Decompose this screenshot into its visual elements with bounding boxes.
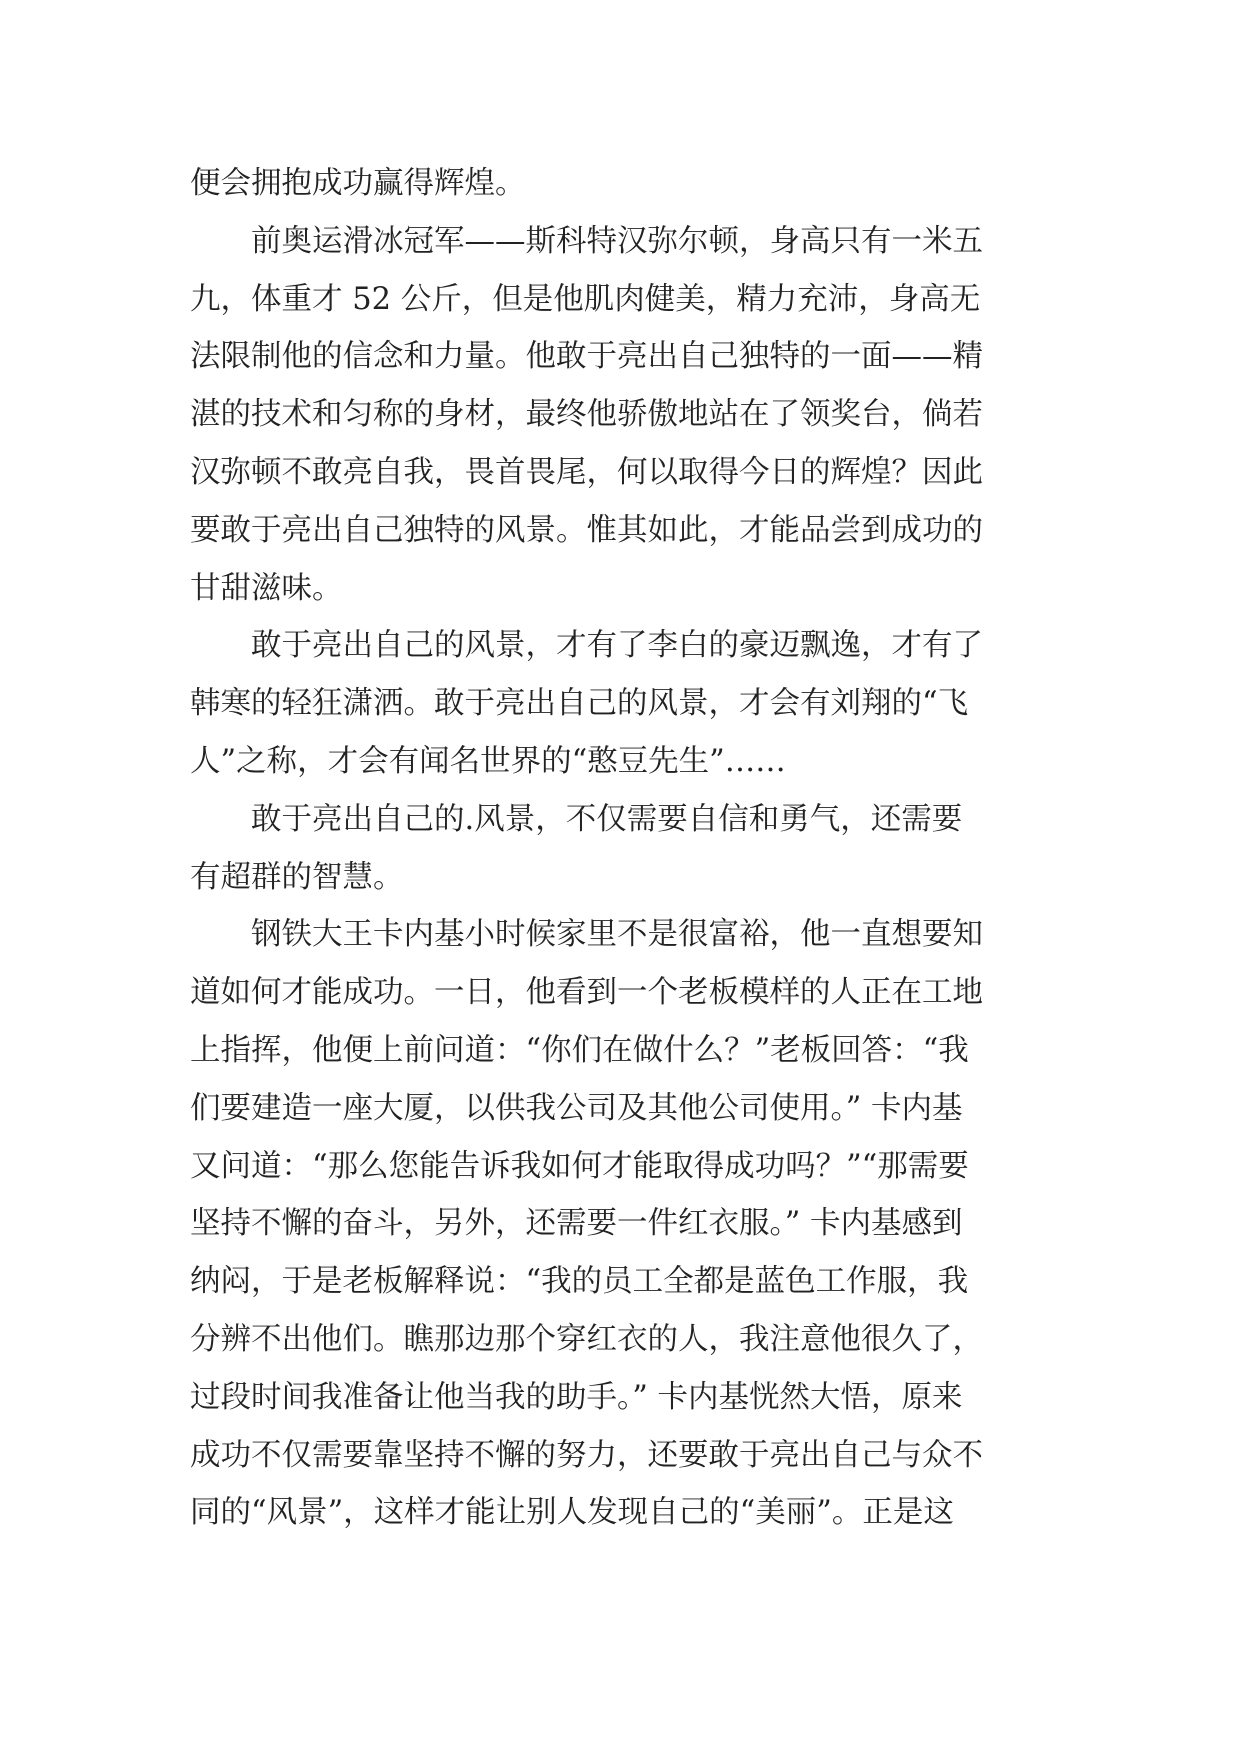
text-line: 要敢于亮出自己独特的风景。惟其如此，才能品尝到成功的 <box>190 512 983 548</box>
paragraph-first-line: 敢于亮出自己的.风景，不仅需要自信和勇气，还需要 <box>251 801 963 837</box>
paragraph-first-line: 敢于亮出自己的风景，才有了李白的豪迈飘逸，才有了 <box>251 628 983 664</box>
text-line: 过段时间我准备让他当我的助手。” 卡内基恍然大悟，原来 <box>190 1379 963 1415</box>
text-line: 成功不仅需要靠坚持不懈的努力，还要敢于亮出自己与众不 <box>190 1437 983 1473</box>
text-line: 湛的技术和匀称的身材，最终他骄傲地站在了领奖台，倘若 <box>190 397 983 433</box>
body-text <box>190 155 1060 1542</box>
text-line: 便会拥抱成功赢得辉煌。 <box>190 166 526 201</box>
text-line: 道如何才能成功。一日，他看到一个老板模样的人正在工地 <box>190 975 983 1011</box>
text-line: 坚持不懈的奋斗，另外，还需要一件红衣服。” 卡内基感到 <box>190 1206 963 1242</box>
paragraph-first-line: 钢铁大王卡内基小时候家里不是很富裕，他一直想要知 <box>251 917 983 953</box>
text-line: 法限制他的信念和力量。他敢于亮出自己独特的一面——精 <box>190 339 983 375</box>
text-line: 们要建造一座大厦，以供我公司及其他公司使用。” 卡内基 <box>190 1090 963 1126</box>
text-line: 又问道：“那么您能告诉我如何才能取得成功吗？”“那需要 <box>190 1148 969 1184</box>
paragraph-first-line: 前奥运滑冰冠军——斯科特汉弥尔顿，身高只有一米五 <box>251 223 983 259</box>
text-line: 纳闷，于是老板解释说：“我的员工全都是蓝色工作服，我 <box>190 1264 969 1300</box>
text-line: 分辨不出他们。瞧那边那个穿红衣的人，我注意他很久了， <box>190 1321 983 1357</box>
text-line: 人”之称，才会有闻名世界的“憨豆先生”…… <box>190 743 786 779</box>
text-line: 有超群的智慧。 <box>190 859 404 895</box>
text-line: 韩寒的轻狂潇洒。敢于亮出自己的风景，才会有刘翔的“飞 <box>190 686 969 722</box>
text-line: 甘甜滋味。 <box>190 570 343 606</box>
text-line: 同的“风景”，这样才能让别人发现自己的“美丽”。正是这 <box>190 1495 954 1531</box>
text-line: 汉弥顿不敢亮自我，畏首畏尾，何以取得今日的辉煌？因此 <box>190 454 983 490</box>
text-line: 上指挥，他便上前问道：“你们在做什么？”老板回答：“我 <box>190 1032 969 1068</box>
text-line: 九，体重才 52 公斤，但是他肌肉健美，精力充沛，身高无 <box>190 281 981 317</box>
